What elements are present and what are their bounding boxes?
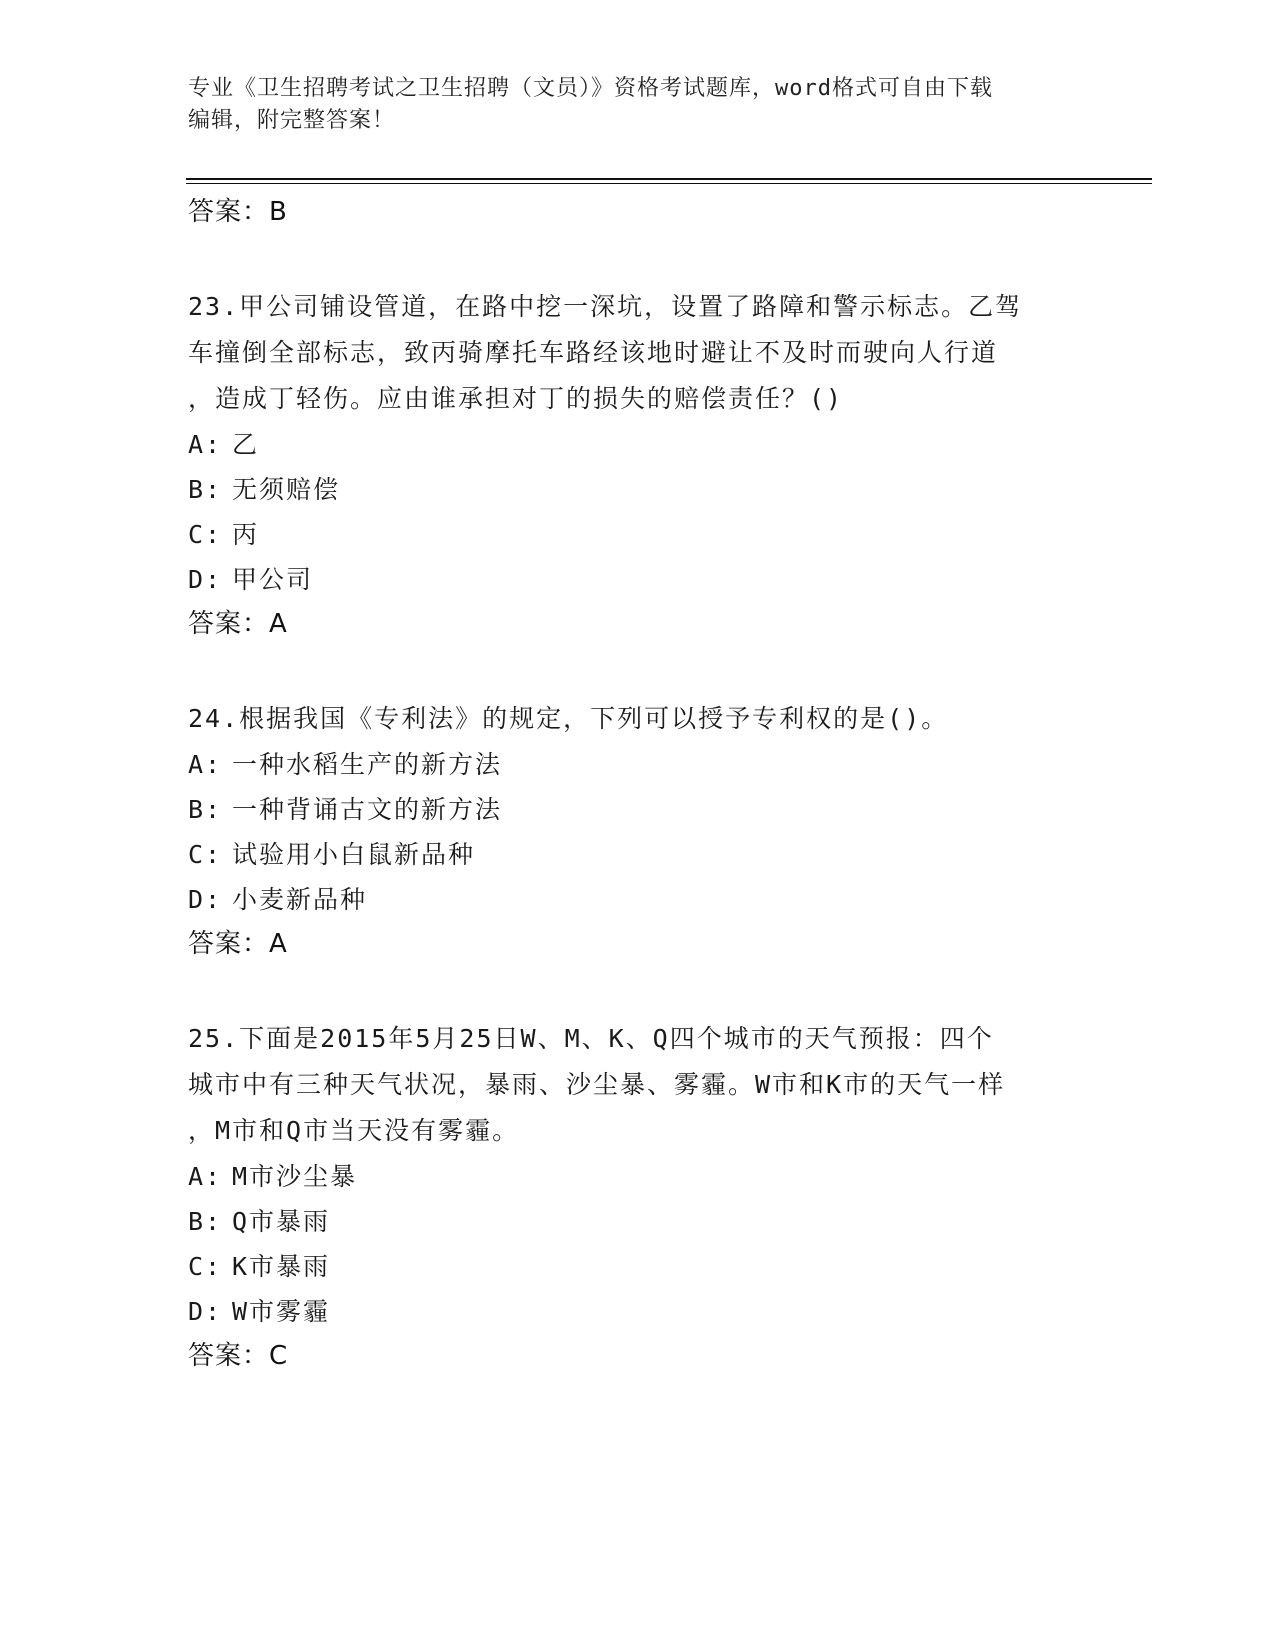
option-key: A: <box>188 430 223 459</box>
option-text: 小麦新品种 <box>232 885 368 914</box>
previous-answer: 答案：B <box>188 197 288 227</box>
option-text: 丙 <box>232 520 260 549</box>
option-d <box>188 877 1088 922</box>
option-key: D: <box>188 565 223 594</box>
option-b <box>188 1199 1088 1244</box>
option-c <box>188 512 1088 557</box>
answer-23: 答案：A <box>188 609 288 639</box>
option-text: 试验用小白鼠新品种 <box>232 840 476 869</box>
option-text: 一种背诵古文的新方法 <box>232 795 503 824</box>
option-c <box>188 1244 1088 1289</box>
stem-line: 24.根据我国《专利法》的规定，下列可以授予专利权的是()。 <box>188 704 949 733</box>
page-header <box>188 73 1088 137</box>
question-23 <box>188 284 1088 646</box>
question-list <box>188 190 1088 1378</box>
option-key: B: <box>188 1207 223 1236</box>
option-text: 甲公司 <box>232 565 314 594</box>
header-line-1: 专业《卫生招聘考试之卫生招聘（文员）》资格考试题库，word格式可自由下载 <box>188 76 993 101</box>
stem-line: 车撞倒全部标志，致丙骑摩托车路经该地时避让不及时而驶向人行道 <box>188 338 999 367</box>
option-d <box>188 1289 1088 1334</box>
question-stem <box>188 1016 1088 1154</box>
option-key: A: <box>188 1162 223 1191</box>
option-d <box>188 557 1088 602</box>
stem-line: ，M市和Q市当天没有雾霾。 <box>188 1116 520 1145</box>
question-25 <box>188 1016 1088 1378</box>
option-key: A: <box>188 750 223 779</box>
option-text: 乙 <box>232 430 260 459</box>
option-text: 一种水稻生产的新方法 <box>232 750 503 779</box>
option-a <box>188 742 1088 787</box>
option-key: C: <box>188 1252 223 1281</box>
option-key: D: <box>188 885 223 914</box>
answer-24: 答案：A <box>188 929 288 959</box>
answer-25: 答案：C <box>188 1341 289 1371</box>
stem-line: 23.甲公司铺设管道，在路中挖一深坑，设置了路障和警示标志。乙驾 <box>188 292 1023 321</box>
header-divider-thick <box>186 178 1152 180</box>
question-stem <box>188 696 1088 742</box>
question-stem <box>188 284 1088 422</box>
option-key: B: <box>188 795 223 824</box>
question-24 <box>188 696 1088 966</box>
stem-line: ，造成丁轻伤。应由谁承担对丁的损失的赔偿责任？() <box>188 384 844 413</box>
option-a <box>188 1154 1088 1199</box>
option-a <box>188 422 1088 467</box>
option-text: W市雾霾 <box>232 1297 331 1326</box>
option-text: 无须赔偿 <box>232 475 341 504</box>
header-divider-thin <box>186 183 1152 184</box>
option-c <box>188 832 1088 877</box>
option-b <box>188 787 1088 832</box>
option-key: B: <box>188 475 223 504</box>
header-line-2: 编辑，附完整答案！ <box>188 108 396 133</box>
option-text: M市沙尘暴 <box>232 1162 358 1191</box>
option-text: Q市暴雨 <box>232 1207 331 1236</box>
stem-line: 城市中有三种天气状况，暴雨、沙尘暴、雾霾。W市和K市的天气一样 <box>188 1070 1006 1099</box>
option-key: C: <box>188 520 223 549</box>
stem-line: 25.下面是2015年5月25日W、M、K、Q四个城市的天气预报：四个 <box>188 1024 994 1053</box>
option-text: K市暴雨 <box>232 1252 331 1281</box>
option-key: C: <box>188 840 223 869</box>
option-key: D: <box>188 1297 223 1326</box>
option-b <box>188 467 1088 512</box>
